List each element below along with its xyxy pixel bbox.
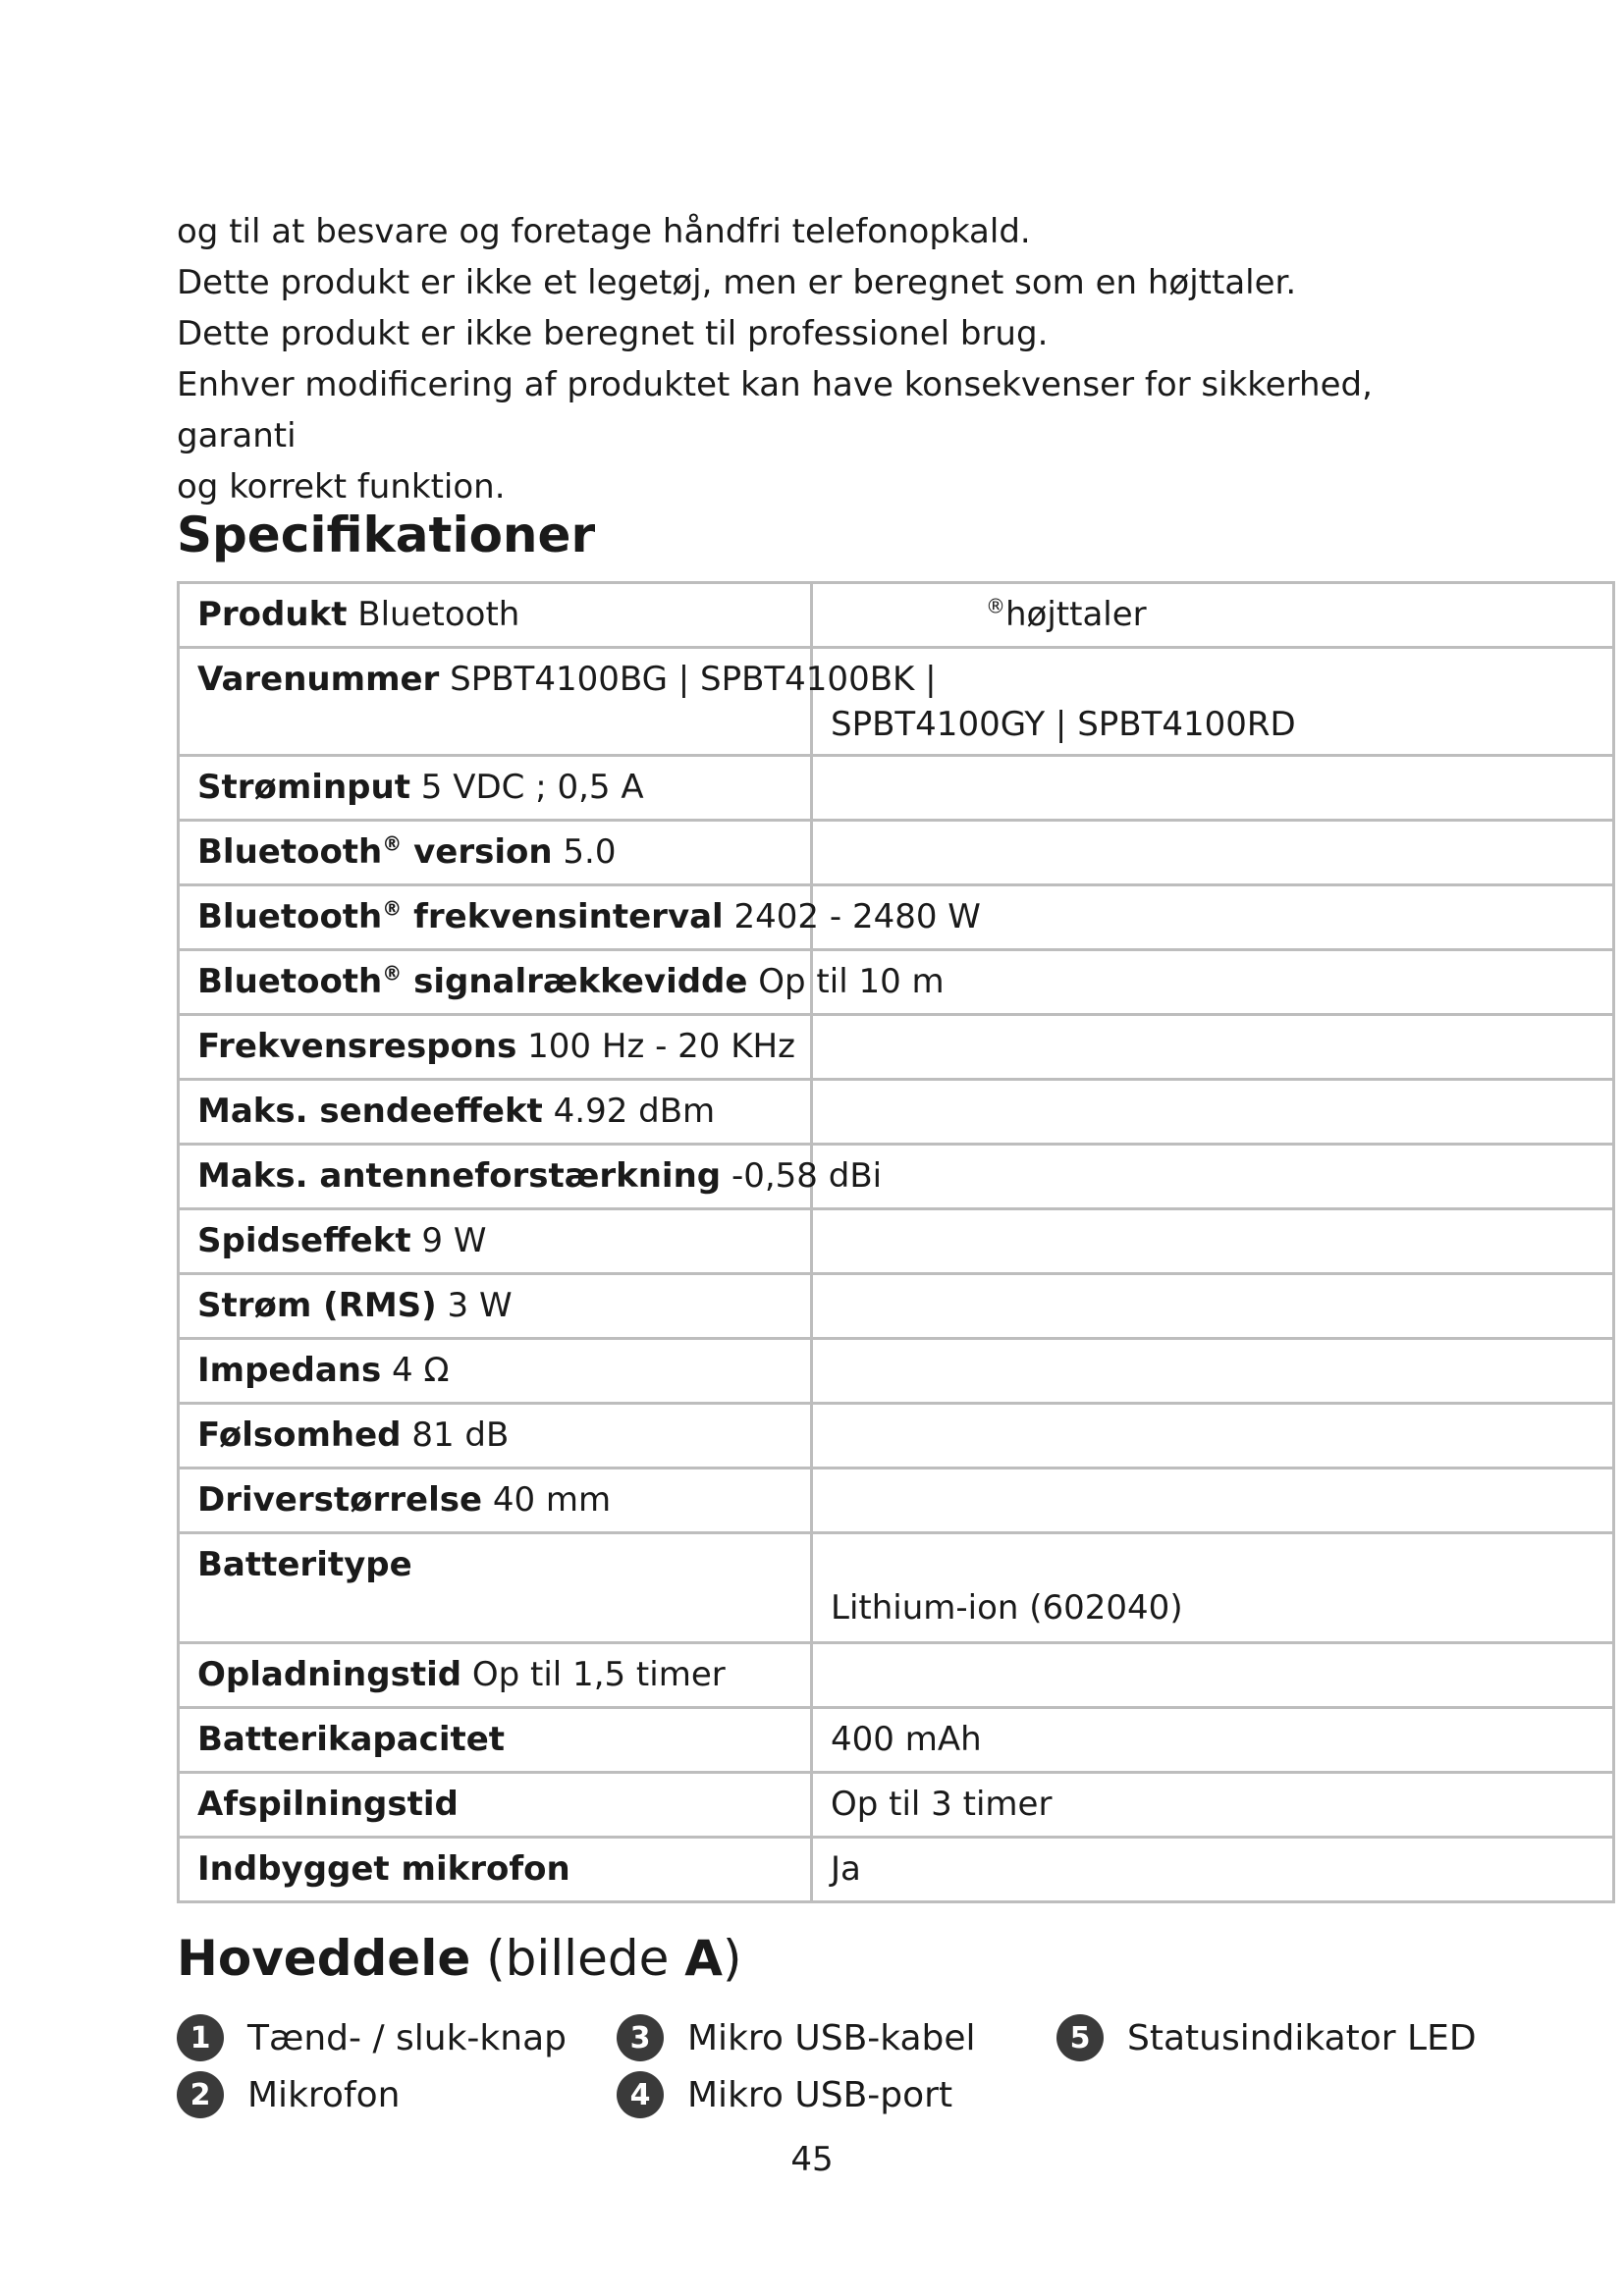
part-item [177,2014,567,2061]
number-badge-icon: 3 [617,2014,664,2061]
table-row [179,950,1614,1015]
table-row [179,1080,1614,1145]
spec-label-cell [179,1015,812,1080]
spec-value-cell [812,1015,1614,1080]
spec-key: Varenummer [197,660,440,699]
spec-key: Afspilningstid [197,1785,459,1824]
spec-value: 2402 - 2480 W [733,897,981,936]
registered-mark: ® [986,594,1005,618]
spec-key: Opladningstid [197,1655,462,1694]
spec-key: Driverstørrelse [197,1480,483,1520]
spec-value: 4 Ω [392,1351,450,1390]
intro-text [177,206,1473,512]
intro-line: Enhver modificering af produktet kan have konsekvenser for sikkerhed, garanti [177,365,1373,455]
table-row [179,885,1614,950]
spec-value-cell [812,1533,1614,1643]
spec-value: Op til 1,5 timer [471,1655,726,1694]
spec-table [177,581,1615,1903]
spec-value: -0,58 dBi [731,1156,883,1196]
spec-value-cell [812,1838,1614,1902]
spec-key: Impedans [197,1351,382,1390]
number-badge-icon: 1 [177,2014,224,2061]
parts-heading-bold: Hoveddele [177,1930,471,1987]
table-row [179,1468,1614,1533]
spec-value-cell [812,1468,1614,1533]
spec-value-cell [812,756,1614,821]
spec-value-cell [812,1274,1614,1339]
spec-value: 4.92 dBm [553,1092,716,1131]
parts-heading-letter: A [684,1930,723,1987]
spec-key: Maks. sendeeffekt [197,1092,543,1131]
table-row [179,1274,1614,1339]
spec-value: Op til 3 timer [831,1785,1053,1824]
spec-key: Bluetooth® frekvensinterval [197,896,724,936]
intro-line: og korrekt funktion. [177,467,506,507]
spec-value-cell [812,1708,1614,1773]
part-label: Mikro USB-port [687,2074,953,2115]
spec-key: Maks. antenneforstærkning [197,1156,722,1196]
table-row [179,756,1614,821]
spec-value: 3 W [447,1286,513,1325]
spec-label-cell [179,821,812,885]
page-number: 45 [790,2140,834,2179]
spec-value-cell [812,1080,1614,1145]
spec-value-cell [812,583,1614,648]
spec-label-cell [179,1708,812,1773]
spec-value-cell [812,1145,1614,1209]
spec-key: Spidseffekt [197,1221,411,1260]
spec-key: Bluetooth® signalrækkevidde [197,961,748,1001]
spec-value: 5 VDC ; 0,5 A [420,768,644,807]
spec-value: 9 W [421,1221,487,1260]
table-row [179,1145,1614,1209]
spec-value-cell [812,1209,1614,1274]
spec-value-cell [812,1643,1614,1708]
spec-value: 81 dB [411,1415,510,1455]
spec-label-cell [179,756,812,821]
spec-label-cell [179,1773,812,1838]
spec-label-cell [179,1339,812,1404]
spec-value: højttaler [1005,595,1147,634]
number-badge-icon: 5 [1056,2014,1104,2061]
spec-value: Ja [831,1849,861,1889]
spec-label-cell [179,1468,812,1533]
part-item [617,2071,952,2118]
spec-label-cell [179,950,945,1015]
spec-label-cell [179,648,937,756]
spec-label-cell [179,1533,812,1643]
spec-value: SPBT4100BG | SPBT4100BK | [450,660,937,699]
spec-key: Batterikapacitet [197,1720,506,1759]
spec-label-cell [179,1838,812,1902]
spec-label-cell [179,1643,812,1708]
parts-heading-close: ) [722,1930,742,1987]
spec-value-cell [812,1339,1614,1404]
table-row [179,1015,1614,1080]
table-row [179,583,1614,648]
table-row [179,1838,1614,1902]
spec-value: SPBT4100GY | SPBT4100RD [831,705,1296,744]
spec-value-cell [812,821,1614,885]
spec-value: Op til 10 m [758,962,945,1001]
number-badge-icon: 2 [177,2071,224,2118]
spec-value-cell [812,1404,1614,1468]
intro-line: Dette produkt er ikke et legetøj, men er beregnet som en højttaler. [177,263,1297,302]
part-label: Statusindikator LED [1127,2017,1477,2058]
table-row [179,821,1614,885]
table-row [179,1339,1614,1404]
parts-heading-text: (billede [486,1930,670,1987]
spec-key: Batteritype [197,1545,412,1584]
spec-label-cell [179,1274,812,1339]
intro-line: Dette produkt er ikke beregnet til professionel brug. [177,314,1049,353]
part-label: Mikrofon [247,2074,401,2115]
table-row [179,1404,1614,1468]
number-badge-icon: 4 [617,2071,664,2118]
spec-key: Strøm (RMS) [197,1286,437,1325]
part-item [1056,2014,1477,2061]
spec-value: 5.0 [563,832,617,872]
table-row [179,648,1614,756]
spec-key: Frekvensrespons [197,1027,517,1066]
part-label: Tænd- / sluk-knap [247,2017,568,2058]
table-row [179,1643,1614,1708]
spec-label-cell [179,1404,812,1468]
table-row [179,1209,1614,1274]
spec-key: Indbygget mikrofon [197,1849,570,1889]
spec-key: Produkt [197,595,348,634]
spec-key: Bluetooth® version [197,831,553,872]
spec-value: 400 mAh [831,1720,982,1759]
spec-value: Lithium-ion (602040) [831,1588,1183,1628]
table-row [179,1708,1614,1773]
intro-line: og til at besvare og foretage håndfri telefonopkald. [177,212,1031,251]
spec-value: 40 mm [492,1480,612,1520]
parts-heading [177,1924,741,1993]
spec-value: 100 Hz - 20 KHz [527,1027,795,1066]
spec-value-cell [812,1773,1614,1838]
spec-key: Følsomhed [197,1415,402,1455]
part-item [617,2014,976,2061]
table-row [179,1533,1614,1643]
spec-key: Strøminput [197,768,410,807]
spec-value: Bluetooth [357,595,520,634]
spec-label-cell [179,1080,812,1145]
part-label: Mikro USB-kabel [687,2017,976,2058]
part-item [177,2071,400,2118]
table-row [179,1773,1614,1838]
spec-label-cell [179,1209,812,1274]
spec-label-cell [179,1145,883,1209]
spec-label-cell [179,885,981,950]
spec-heading: Specifikationer [177,507,596,563]
spec-label-cell [179,583,812,648]
